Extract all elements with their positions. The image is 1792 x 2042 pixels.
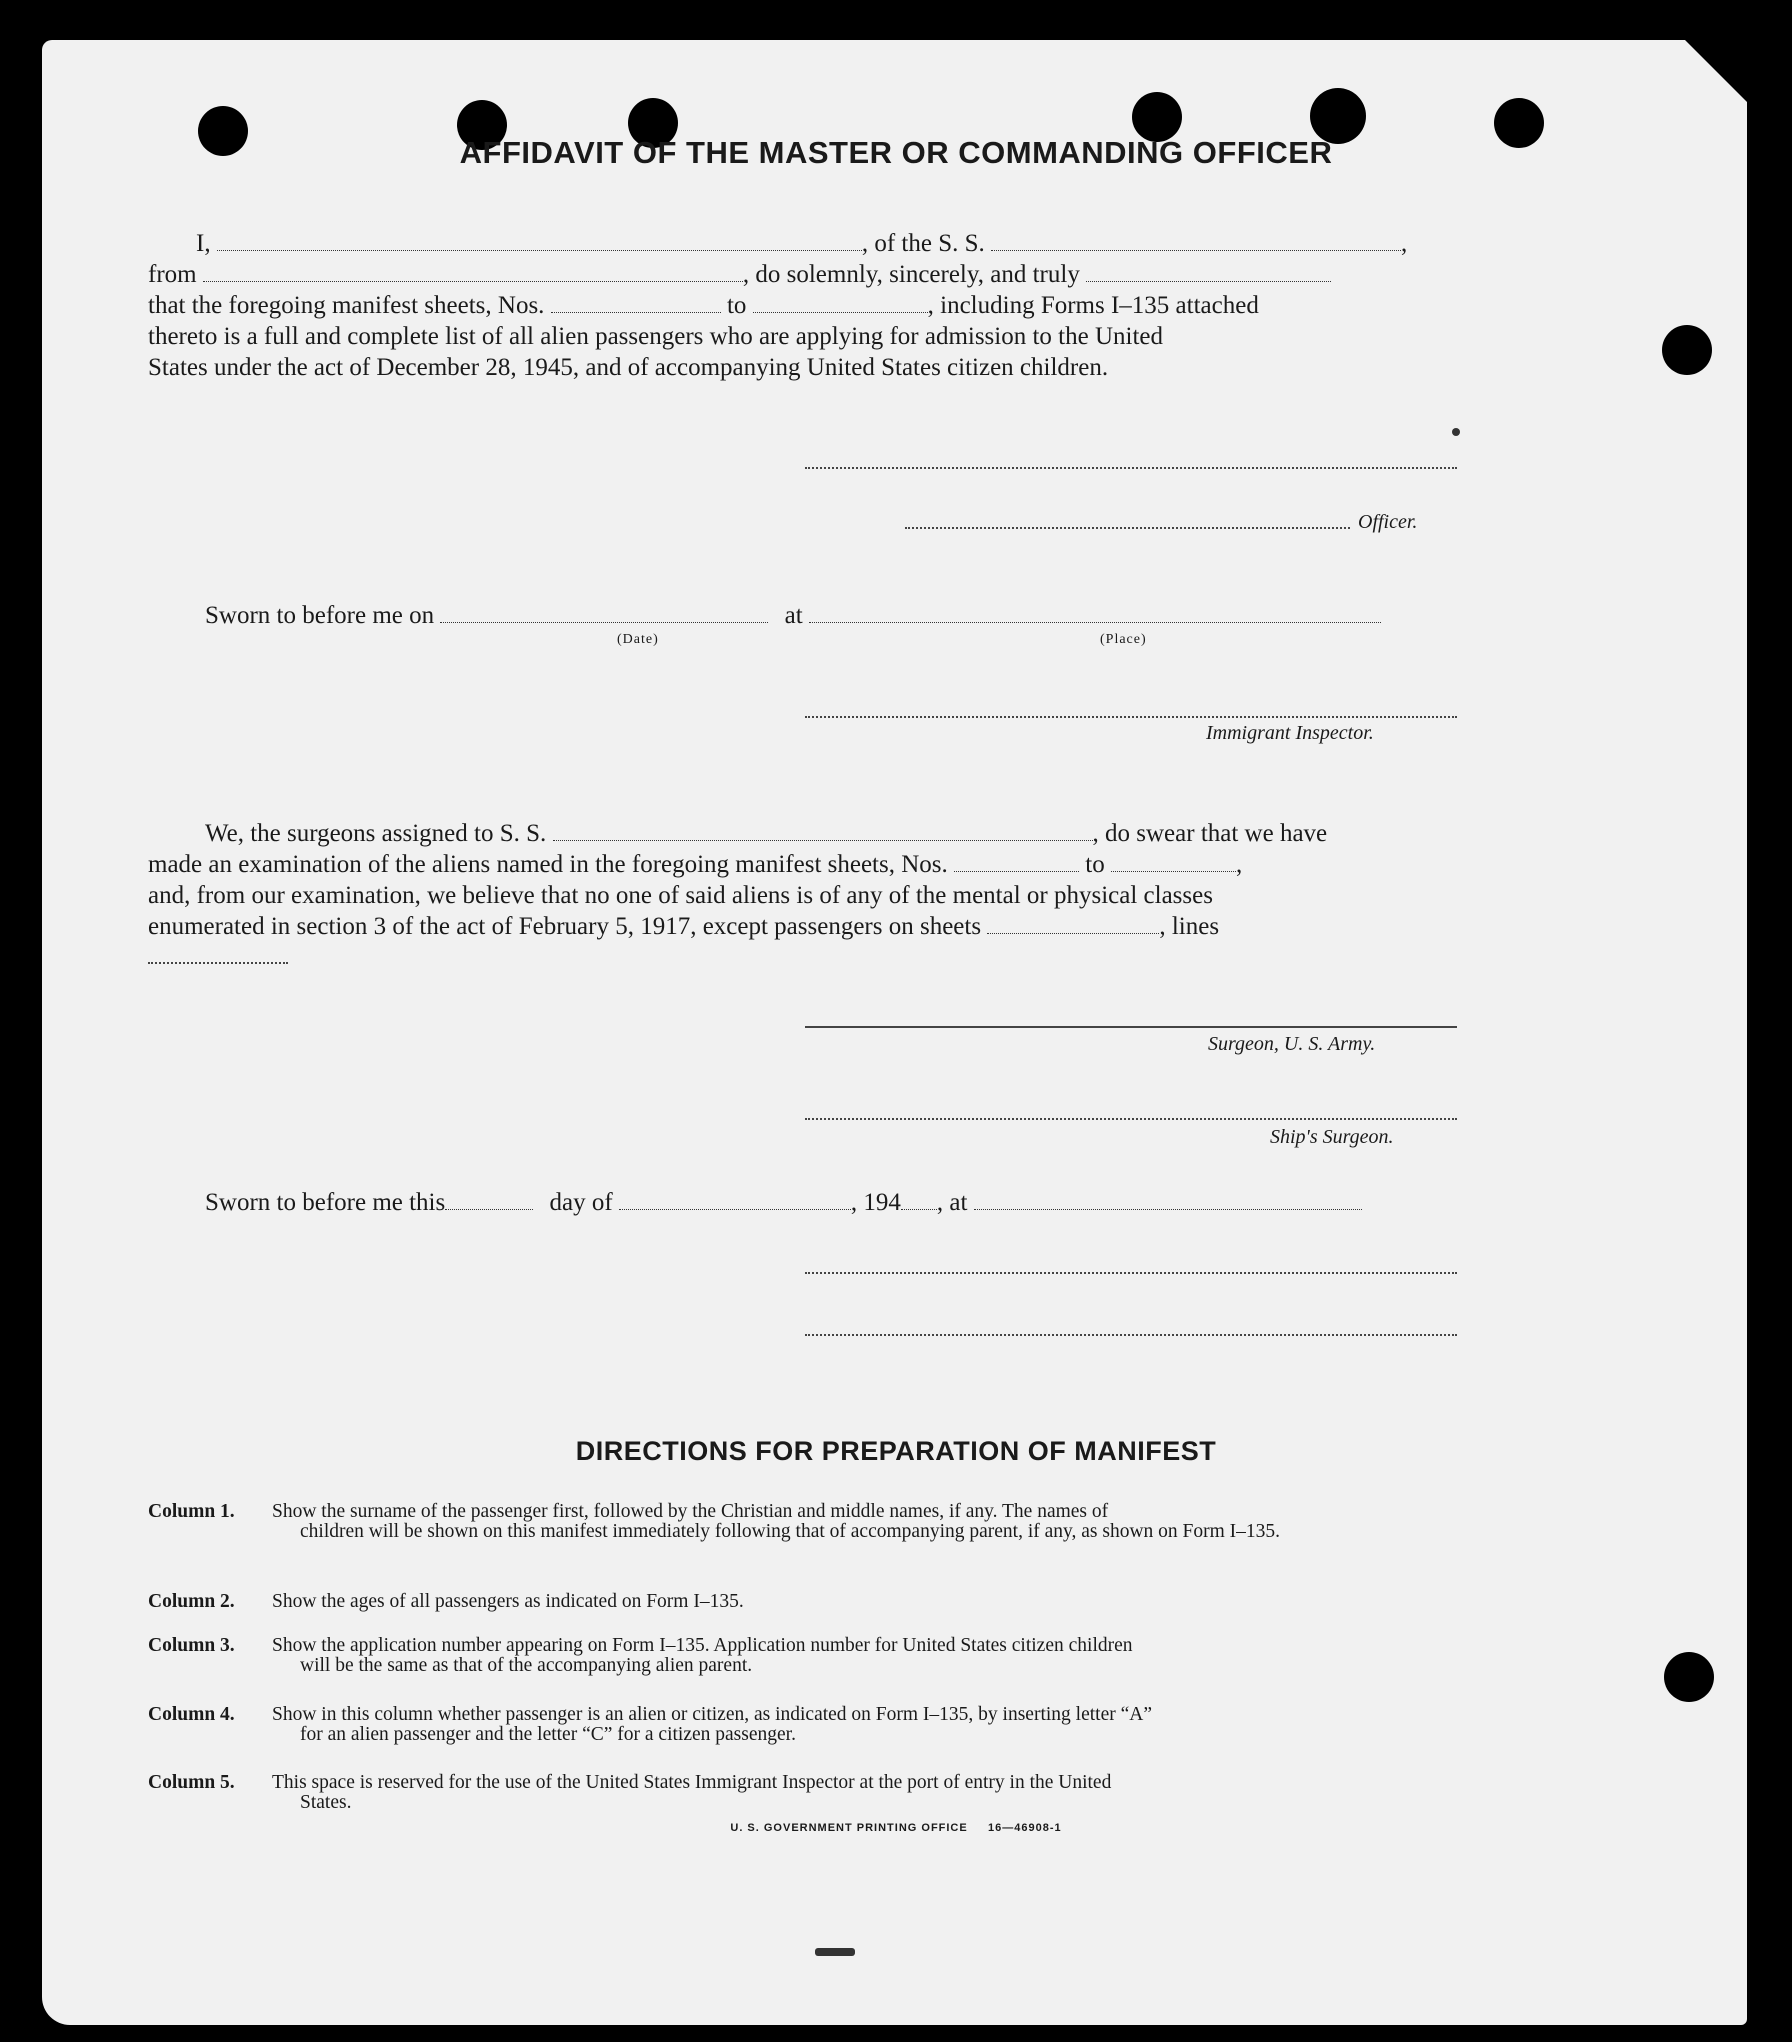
from-port-field[interactable] [203, 261, 743, 282]
master-name-field[interactable] [217, 230, 862, 251]
date-label: (Date) [617, 632, 659, 647]
sheet-to-field[interactable] [753, 292, 928, 313]
direction-column-2: Column 2. Show the ages of all passengers as indicated on Form I–135. [148, 1591, 744, 1612]
sworn-date-place-line: Sworn to before me on at [205, 600, 1381, 631]
punch-hole [1664, 1652, 1714, 1702]
ship-surgeon-caption: Ship's Surgeon. [1270, 1126, 1394, 1148]
surgeons-ship-field[interactable] [553, 820, 1093, 841]
inspector-caption: Immigrant Inspector. [1206, 722, 1374, 744]
surgeons-line-1: We, the surgeons assigned to S. S. , do swear that we have [205, 820, 1328, 847]
surgeons-sheet-from-field[interactable] [954, 851, 1079, 872]
affidavit-line-5: States under the act of December 28, 1945, and of accompanying United States citizen children. [148, 354, 1109, 381]
paper-speck [815, 1948, 855, 1956]
lines-field[interactable] [148, 962, 288, 964]
army-surgeon-caption: Surgeon, U. S. Army. [1208, 1033, 1376, 1055]
inspector-signature-line[interactable] [805, 716, 1457, 718]
officer-title-line[interactable] [905, 527, 1350, 529]
sworn-month-field[interactable] [619, 1189, 851, 1210]
place-label: (Place) [1100, 632, 1147, 647]
surgeons-line-3: and, from our examination, we believe that no one of said aliens is of any of the mental or physical classes [148, 882, 1213, 909]
directions-title: DIRECTIONS FOR PREPARATION OF MANIFEST [575, 1436, 1217, 1466]
officer-signature-line-2[interactable] [805, 1334, 1457, 1336]
army-surgeon-signature-line[interactable] [805, 1026, 1457, 1028]
affidavit-line-3: that the foregoing manifest sheets, Nos. to , including Forms I–135 attached [148, 292, 1259, 319]
sworn-at-field[interactable] [974, 1189, 1362, 1210]
surgeons-sheet-to-field[interactable] [1111, 851, 1236, 872]
officer-caption: Officer. [1358, 511, 1418, 533]
direction-column-1: Column 1. Show the surname of the passenger first, followed by the Christian and middle names, if any. The names of children will be shown on this manifest immediately following that of accompanying parent, if any, as shown on Form I–135. [148, 1501, 1281, 1542]
printing-office-footer: U. S. GOVERNMENT PRINTING OFFICE 16—46908-1 [730, 1822, 1062, 1834]
direction-column-4: Column 4. Show in this column whether passenger is an alien or citizen, as indicated on Form I–135, by inserting letter “A” for an alien passenger and the letter “C” for a citizen passenger. [148, 1704, 1152, 1745]
ship-name-field[interactable] [991, 230, 1401, 251]
direction-column-5: Column 5. This space is reserved for the use of the United States Immigrant Inspector at the port of entry in the United States. [148, 1772, 1112, 1813]
sworn-day-field[interactable] [445, 1189, 533, 1210]
punch-hole [1662, 325, 1712, 375]
sheet-from-field[interactable] [551, 292, 721, 313]
affidavit-line-1: I, , of the S. S. , [196, 230, 1408, 257]
ship-surgeon-signature-line[interactable] [805, 1118, 1457, 1120]
sworn-place-field[interactable] [809, 602, 1381, 623]
officer-signature-line-1[interactable] [805, 1272, 1457, 1274]
oath-type-field[interactable] [1086, 261, 1331, 282]
affidavit-line-2: from , do solemnly, sincerely, and truly [148, 259, 1331, 290]
sworn-date-field[interactable] [440, 602, 768, 623]
affidavit-line-4: thereto is a full and complete list of all alien passengers who are applying for admission to the United [148, 323, 1164, 350]
master-signature-line[interactable] [805, 467, 1457, 469]
surgeons-line-4: enumerated in section 3 of the act of February 5, 1917, except passengers on sheets , lines [148, 913, 1220, 940]
sworn-year-field[interactable] [901, 1189, 937, 1210]
direction-column-3: Column 3. Show the application number appearing on Form I–135. Application number for United States citizen children will be the same as that of the accompanying alien parent. [148, 1635, 1133, 1676]
except-sheets-field[interactable] [987, 913, 1159, 934]
paper-speck [1452, 428, 1460, 436]
page-title: AFFIDAVIT OF THE MASTER OR COMMANDING OFFICER [459, 135, 1333, 170]
sworn-day-line: Sworn to before me this day of , 194 , at [205, 1187, 1362, 1218]
surgeons-line-2: made an examination of the aliens named in the foregoing manifest sheets, Nos. to , [148, 851, 1243, 878]
